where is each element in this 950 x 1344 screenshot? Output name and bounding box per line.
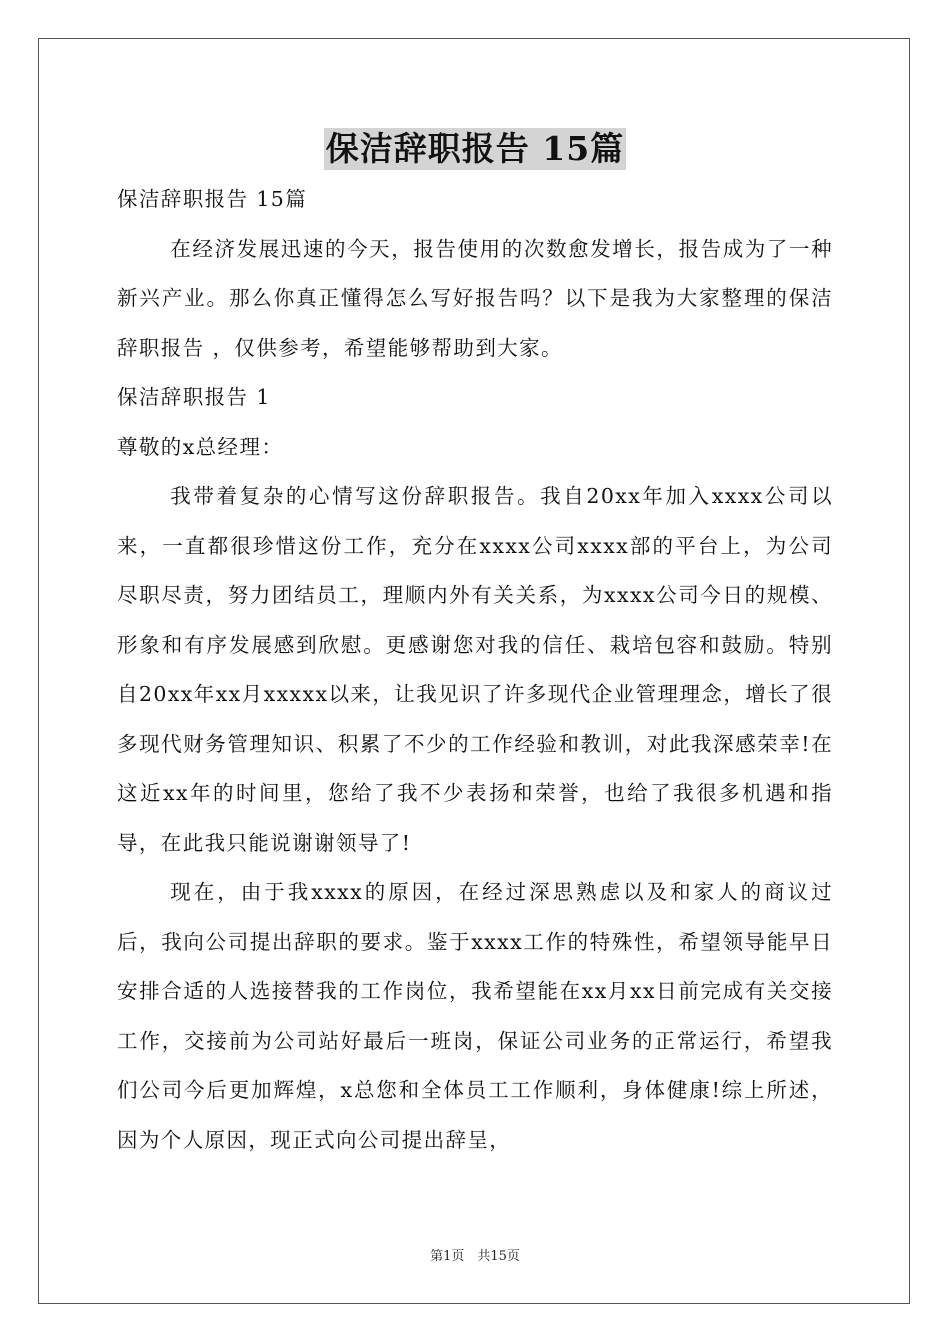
document-body <box>117 175 833 1165</box>
title-wrapper <box>0 128 950 170</box>
body-paragraph: 我带着复杂的心情写这份辞职报告。我自20xx年加入xxxx公司以来，一直都很珍惜这份工作，充分在xxxx公司xxxx部的平台上，为公司尽职尽责，努力团结员工，理顺内外有关关系，为xxxx公司今日的规模、形象和有序发展感到欣慰。更感谢您对我的信任、栽培包容和鼓励。特别自20xx年xx月xxxxx以来，让我见识了许多现代企业管理理念，增长了很多现代财务管理知识、积累了不少的工作经验和教训，对此我深感荣幸!在这近xx年的时间里，您给了我不少表扬和荣誉，也给了我很多机遇和指导，在此我只能说谢谢领导了! <box>117 484 833 855</box>
page-number-footer: 第1页 共15页 <box>430 1249 520 1264</box>
subtitle-paragraph: 保洁辞职报告 15篇 <box>117 187 308 211</box>
intro-paragraph: 在经济发展迅速的今天，报告使用的次数愈发增长，报告成为了一种新兴产业。那么你真正懂得怎么写好报告吗？以下是我为大家整理的保洁辞职报告 ，仅供参考，希望能够帮助到大家。 <box>117 236 833 360</box>
document-title: 保洁辞职报告 15篇 <box>325 129 625 168</box>
section-heading: 保洁辞职报告 1 <box>117 385 271 409</box>
body-paragraph: 现在，由于我xxxx的原因，在经过深思熟虑以及和家人的商议过后，我向公司提出辞职的要求。鉴于xxxx工作的特殊性，希望领导能早日安排合适的人选接替我的工作岗位，我希望能在xx月xx日前完成有关交接工作，交接前为公司站好最后一班岗，保证公司业务的正常运行，希望我们公司今后更加辉煌，x总您和全体员工工作顺利，身体健康!综上所述，因为个人原因，现正式向公司提出辞呈， <box>117 880 833 1152</box>
salutation: 尊敬的x总经理： <box>117 434 284 459</box>
